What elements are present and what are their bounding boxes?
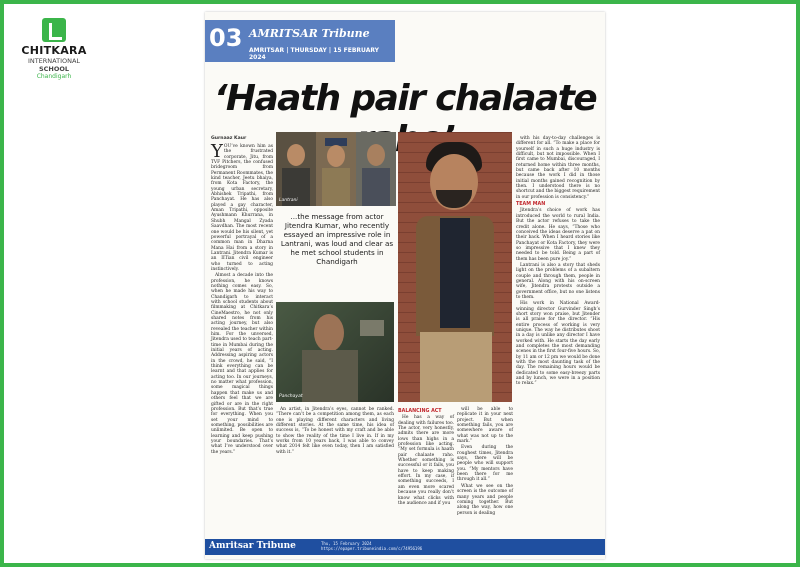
byline: Gurnaaz Kaur — [211, 136, 247, 141]
jitendra-kumar-photo — [398, 132, 512, 402]
col3-para-1: He has a way of dealing with failures too. The actor, very honestly, admits there are more lows than highs in a profession like acting. “My set formula is haath pair chalaate raho. Whether something is successful or it fails, you have to keep making effort. In my case, if something succeeds, I am even more scared because you really don’t know what clicks with the audience and if you — [398, 415, 454, 506]
footer-date: Thu, 15 February 2024 — [321, 541, 372, 546]
subhead-team-man: TEAM MAN — [516, 202, 546, 208]
panchayat-still-photo — [276, 302, 394, 402]
page-number: 03 — [209, 24, 243, 52]
school-logo — [14, 18, 94, 80]
chitkara-logo-icon — [42, 18, 66, 42]
epaper-footer — [205, 539, 605, 555]
col5-para-2: Jitendra’s choice of work has introduced the world to rural India. But the actor refuses to take the credit alone. He says, “Those who conceived the ideas deserve a pat on their back. When I heard stories like Panchayat or Kota Factory, they were so impressive that I knew they needed to be told. Being a part of them has been pure joy.” — [516, 208, 600, 262]
article-column-4 — [457, 407, 513, 517]
pull-quote: ...the message from actor Jitendra Kumar, who recently essayed an impressive role in Lantrani, was loud and clear as he met school students in Chandigarh — [280, 212, 394, 266]
col2-para-1: An artist, in Jitendra’s eyes, cannot be ranked. “There can’t be a competition among them, as each one is playing different characters and living different stories. At the same time, his idea of success is, “To be honest with my craft and be able to show the reality of the time I live in. If in my works from 10 years back, I was able to convey what 2014 felt like even today, then I am satisfied with it.” — [276, 407, 394, 455]
col4-para-3: What we see on the screen is the outcome of many years and people coming together. But along the way, how one person is dealing — [457, 483, 513, 516]
caption-lantrani: Lantrani — [279, 198, 298, 203]
col1-para-2: Almost a decade into the profession, he knows nothing comes easy. So, when he made his way to Chandigarh to interact with school students about filmmaking at Chitkara’s CineMaestro, he not only shared notes from his acting journey, but also revealed the teacher within him. For the unversed, Jitendra used to teach part-time in Mumbai during the initial years of acting. Addressing aspiring actors in the crowd, he said, “I think everything can be learnt and that applies for acting too. In our journeys, no matter what profession, some magical things happen that make us and others feel that we are gifted or are in the right profession. But that’s true for everything. When you set your mind to something, possibilities are unlimited. Be open to learning and keep pushing your boundaries. That’s what I’ve understood over the years.” — [211, 273, 273, 455]
headline: ‘Haath pair chalaate — [213, 78, 597, 119]
drop-cap: Y — [211, 141, 223, 162]
col4-para-1: will be able to replicate it in your next project. But when something fails, you are somewhere aware of what was not up to the mark.” — [457, 407, 513, 445]
school-name: CHITKARA — [21, 44, 87, 57]
lantrani-still-1 — [276, 132, 316, 206]
footer-meta — [321, 541, 422, 551]
lantrani-still-2 — [316, 132, 356, 206]
article-column-3 — [398, 407, 454, 507]
school-line1: INTERNATIONAL — [27, 57, 81, 65]
col4-para-2: Even during the roughest times, Jitendra says, there will be people who will support you. “My mentors have been there for me through it all.” — [457, 445, 513, 483]
masthead — [205, 20, 395, 62]
article-column-1 — [211, 141, 273, 456]
caption-panchayat: Panchayat — [279, 394, 303, 399]
col5-para-1: with his day-to-day challenges is different for all. “To make a place for yourself in such a huge industry is difficult, but not impossible. When I first came to Mumbai, discouraged, I returned home within three months, but came back after 10 months because the work I did in those initial months gained recognition by then. I understood there is no shortcut and the biggest requirement in our profession is consistency.” — [516, 136, 600, 200]
article-column-2 — [276, 407, 394, 456]
lantrani-still-3 — [356, 132, 396, 206]
lantrani-photo-strip — [276, 132, 396, 206]
col5-para-4: His work in National Award-winning director Gurvinder Singh’s short story won praise, but Jitender is all praise for the director. “His entire process of working is very unique. The way he distributes shoot in a day is unlike any director I have worked with. He starts the day early and completes the most demanding scenes in the first four-five hours. So, by 11 am or 12 pm we would be done with the most daunting task of the day. The remaining hours would be dedicated to some easy-breezy parts and by lunch, we were in a position to relax.” — [516, 301, 600, 387]
school-line2: SCHOOL — [38, 65, 70, 73]
footer-paper-name: Amritsar Tribune — [209, 541, 296, 551]
footer-url[interactable]: https://epaper.tribuneindia.com/c/74956196 — [321, 546, 423, 551]
masthead-paper-name: AMRITSAR Tribune — [249, 27, 370, 40]
school-city: Chandigarh — [36, 73, 72, 80]
subhead-balancing-act: BALANCING ACT — [398, 409, 442, 414]
article-column-5 — [516, 136, 600, 388]
col1-para-1: OU’ve known him as the frustrated corporate, Jitu, from TVF Pitchers, the confused bridegroom from Permanent Roommates, the kind teacher, Jeetu bhaiya, from Kota Factory, the young urban secretary, Abhishek Tripathi, from Panchayat. He has also played a gay character, Aman Tripathi, opposite Ayushmann Khurrana, in Shubh Mangal Zyada Saavdhan. The most recent one would be his silent, yet powerful portrayal of a common man in Dharna Mana Hai from a story in Lantrani. Jitendra Kumar is an IITian civil engineer who turned to acting instinctively. — [211, 144, 273, 272]
newspaper-clipping — [205, 12, 605, 559]
masthead-dateline: AMRITSAR | THURSDAY | 15 FEBRUARY 2024 — [249, 47, 380, 61]
col5-para-3: Lantrani is also a story that sheds light on the problems of a subaltern couple and through them, people in general. Along with his on-screen wife, Jitendra protests outside a government office, but no one listens to them. — [516, 262, 600, 300]
